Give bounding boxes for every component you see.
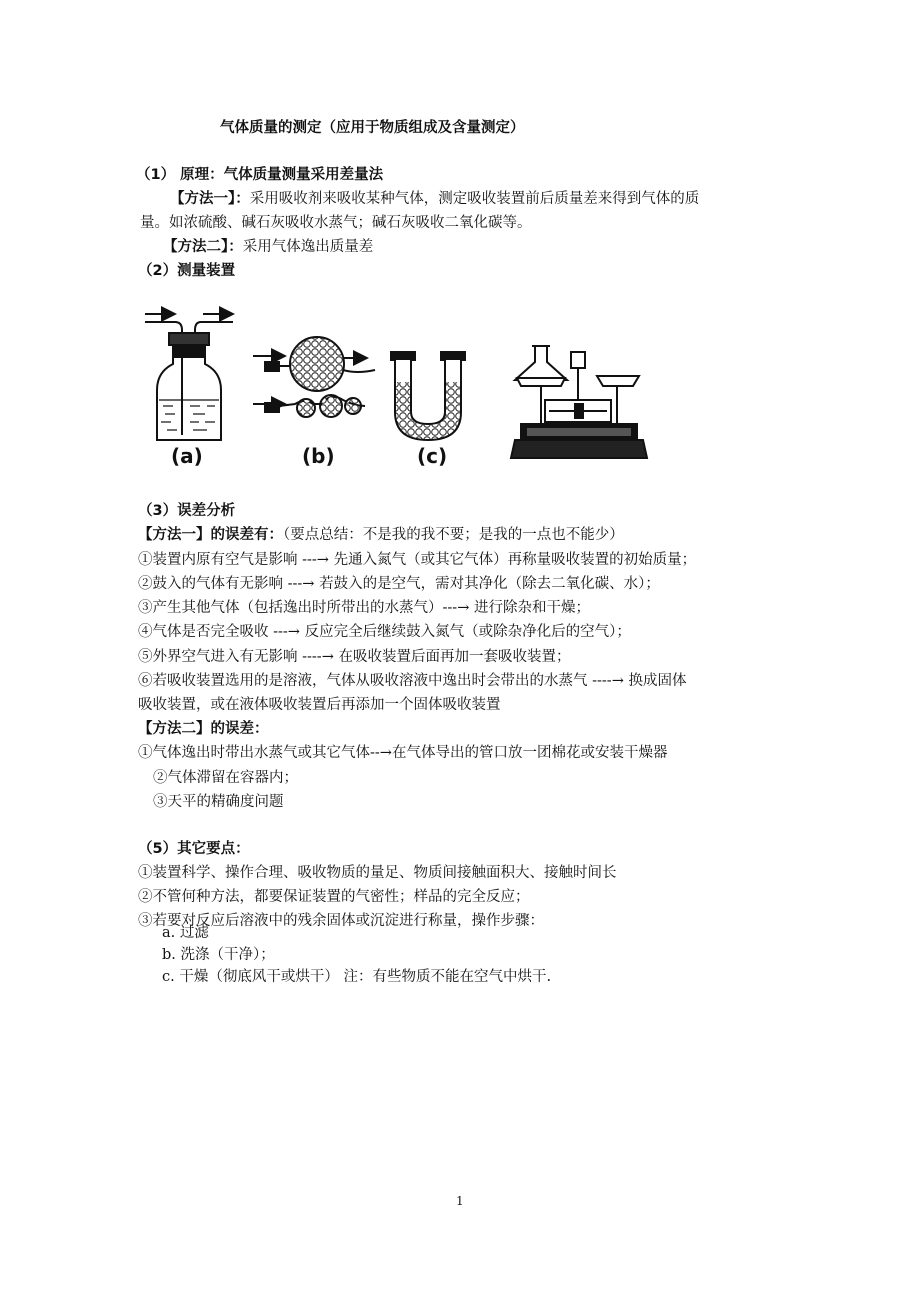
page-number: 1	[456, 1194, 464, 1208]
apparatus-figure	[135, 300, 655, 470]
errors-method1-note: （要点总结：不是我的我不要；是我的一点也不能少）	[283, 527, 624, 543]
step-c: c. 干燥（彻底风干或烘干） 注：有些物质不能在空气中烘干.	[162, 969, 552, 985]
method1-text: 采用吸收剂来吸收某种气体，测定吸收装置前后质量差来得到气体的质	[249, 191, 700, 207]
label-c: (c)	[417, 444, 448, 468]
error2-item-2: ②气体滞留在容器内；	[153, 770, 298, 786]
step-b: b. 洗涤（干净）；	[162, 947, 275, 963]
error-item-3: ③产生其他气体（包括逸出时所带出的水蒸气）---→ 进行除杂和干燥；	[138, 600, 590, 616]
other-heading: （5）其它要点：	[138, 841, 250, 857]
method2-text: 采用气体逸出质量差	[242, 239, 374, 255]
error-item-6-cont: 吸收装置，或在液体吸收装置后再添加一个固体吸收装置	[138, 697, 501, 713]
balance-icon	[511, 346, 647, 458]
washing-bottle-icon	[145, 314, 233, 440]
errors-method1-line	[138, 523, 624, 544]
other-item-1: ①装置科学、操作合理、吸收物质的量足、物质间接触面积大、接触时间长	[138, 865, 617, 881]
error-item-5: ⑤外界空气进入有无影响 ----→ 在吸收装置后面再加一套吸收装置；	[138, 649, 571, 665]
other-item-2: ②不管何种方法，都要保证装置的气密性；样品的完全反应；	[138, 889, 530, 905]
other-item-3: ③若要对反应后溶液中的残余固体或沉淀进行称量，操作步骤：	[138, 913, 544, 929]
error-item-6: ⑥若吸收装置选用的是溶液，气体从吸收溶液中逸出时会带出的水蒸气 ----→ 换成固体	[138, 673, 687, 689]
error2-item-3: ③天平的精确度问题	[153, 794, 284, 810]
principle-heading: （1） 原理：气体质量测量采用差量法	[136, 167, 384, 183]
errors-method1-heading: 【方法一】的误差有：	[138, 527, 283, 543]
label-a: (a)	[171, 444, 203, 468]
method1-line1	[170, 187, 699, 208]
u-tube-icon	[391, 352, 465, 440]
error2-item-1: ①气体逸出时带出水蒸气或其它气体--→在气体导出的管口放一团棉花或安装干燥器	[138, 745, 668, 761]
errors-method2-heading: 【方法二】的误差：	[138, 721, 269, 737]
drying-tube-icon	[253, 337, 375, 417]
page-title: 气体质量的测定（应用于物质组成及含量测定）	[220, 120, 525, 136]
label-b: (b)	[302, 444, 335, 468]
step-a: a. 过滤	[162, 925, 209, 941]
error-item-4: ④气体是否完全吸收 ---→ 反应完全后继续鼓入氮气（或除杂净化后的空气）；	[138, 624, 631, 640]
error-item-1: ①装置内原有空气是影响 ---→ 先通入氮气（或其它气体）再称量吸收装置的初始质量；	[138, 552, 697, 568]
method1-tag: 【方法一】：	[170, 191, 250, 207]
method1-line2: 量。如浓硫酸、碱石灰吸收水蒸气；碱石灰吸收二氧化碳等。	[140, 215, 532, 231]
apparatus-heading: （2）测量装置	[138, 263, 236, 279]
error-item-2: ②鼓入的气体有无影响 ---→ 若鼓入的是空气，需对其净化（除去二氧化碳、水）；	[138, 576, 660, 592]
method2-line	[163, 235, 373, 256]
errors-heading: （3）误差分析	[138, 503, 236, 519]
method2-tag: 【方法二】：	[163, 239, 243, 255]
